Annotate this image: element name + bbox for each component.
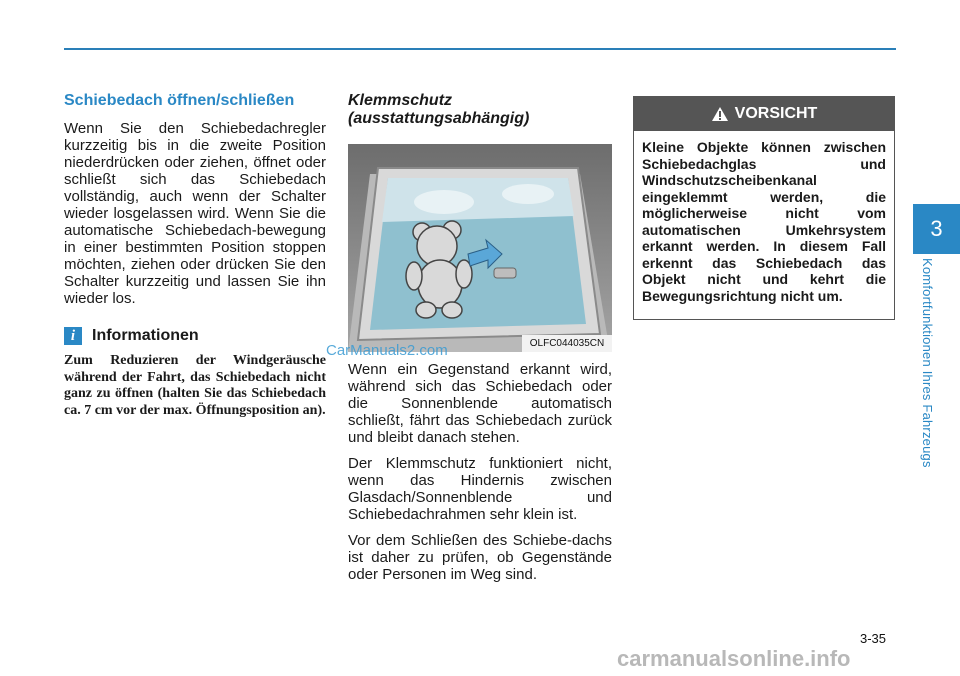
column-middle [348, 92, 612, 583]
caution-text: Kleine Objekte können zwischen Schiebedachglas und Windschutzscheibenkanal eingeklemmt werden, die möglicherweise nicht vom automatischen Umkehrsystem erkannt werden. In diesem Fall erkennt das Schiebedach das Objekt nicht und kehrt die Bewegungsrichtung nicht um. [642, 139, 886, 304]
sunroof-illustration [348, 144, 612, 352]
body-paragraph: Wenn Sie den Schiebedachregler kurzzeitig bis in die zweite Position niederdrücken oder ziehen, öffnet oder schließt sich das Schiebedach vollständig, auch wenn der Schalter wieder losgelassen wird. Wenn Sie die automatische Schiebedach-bewegung in einer bestimmten Position stoppen möchten, ziehen oder drücken Sie den Schalter kurzzeitig und lassen Sie ihn wieder los. [64, 120, 326, 307]
info-text: Zum Reduzieren der Windgeräusche während der Fahrt, das Schiebedach nicht ganz zu öffnen (halten Sie das Schiebedach ca. 7 cm vor der max. Öffnungsposition an). [64, 353, 326, 418]
column-left [64, 92, 326, 419]
section-heading-klemmschutz: Klemmschutz (ausstattungsabhängig) [348, 92, 530, 127]
info-header [64, 327, 326, 345]
info-title: Informationen [92, 327, 199, 344]
body-paragraph: Wenn ein Gegenstand erkannt wird, während sich das Schiebedach oder die Sonnenblende automatisch schließt, fährt das Schiebedach zurück und bleibt danach stehen. [348, 361, 612, 446]
section-heading: Schiebedach öffnen/schließen [64, 92, 295, 109]
body-paragraph: Der Klemmschutz funktioniert nicht, wenn das Hindernis zwischen Glasdach/Sonnenblende und Schiebedachrahmen sehr klein ist. [348, 455, 612, 523]
watermark-link[interactable]: CarManuals2.com [326, 342, 448, 359]
figure-label: OLFC044035CN [522, 335, 612, 352]
caution-header [634, 97, 894, 131]
sunroof-illustration-drawing [348, 144, 612, 352]
info-icon: i [64, 327, 82, 345]
warning-icon [711, 106, 729, 122]
caution-title: VORSICHT [734, 105, 818, 122]
switch-icon [494, 268, 516, 278]
chapter-tab: 3 [913, 204, 960, 254]
page-number: 3-35 [860, 631, 887, 646]
caution-box [633, 96, 895, 320]
header-rule [64, 48, 896, 50]
chapter-title: Komfortfunktionen Ihres Fahrzeugs [920, 258, 935, 468]
body-paragraph: Vor dem Schließen des Schiebe-dachs ist daher zu prüfen, ob Gegenstände oder Personen im Weg sind. [348, 532, 612, 583]
footer-watermark: carmanualsonline.info [617, 646, 851, 671]
